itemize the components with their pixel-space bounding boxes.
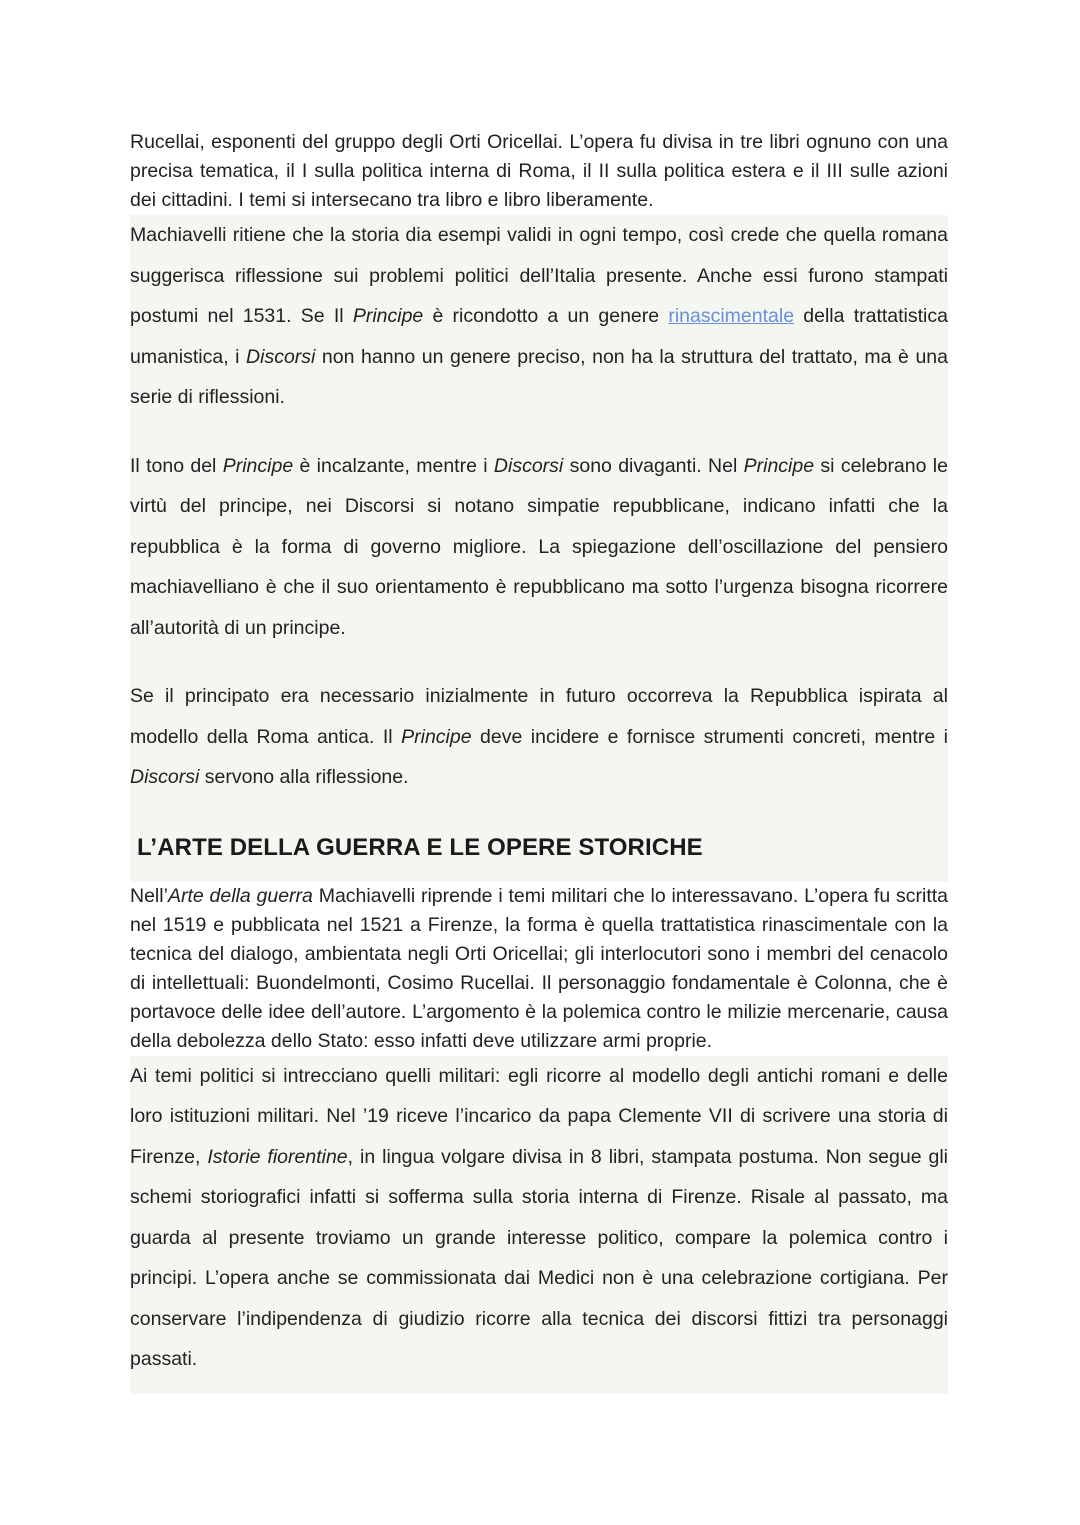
title-istorie-fiorentine: Istorie fiorentine bbox=[207, 1145, 348, 1168]
paragraph-discorsi-history: Machiavelli ritiene che la storia dia esempi validi in ogni tempo, così crede che quella romana suggerisca riflessione sui problemi politici dell’Italia presente. Anche essi furono stampati postumi nel 1531. Se Il Principe è ricondotto a un genere rinascimentale della trattatistica umanistica, i Discorsi non hanno un genere preciso, non ha la struttura del trattato, ma è una serie di riflessioni. bbox=[130, 215, 948, 418]
link-rinascimentale[interactable]: rinascimentale bbox=[668, 305, 795, 327]
section-heading-block bbox=[130, 798, 948, 882]
paragraph-principato: Se il principato era necessario inizialmente in futuro occorreva la Repubblica ispirata al modello della Roma antica. Il Principe deve incidere e fornisce strumenti concreti, mentre i Discorsi servono alla riflessione. bbox=[130, 676, 948, 798]
paragraph-gap bbox=[130, 418, 948, 446]
shading-bottom bbox=[130, 1380, 948, 1394]
paragraph-istorie-fiorentine: Ai temi politici si intrecciano quelli militari: egli ricorre al modello degli antichi romani e delle loro istituzioni militari. Nel ’19 riceve l’incarico da papa Clemente VII di scrivere una storia di Firenze, Istorie fiorentine, in lingua volgare divisa in 8 libri, stampata postuma. Non segue gli schemi storiografici infatti si sofferma sulla storia interna di Firenze. Risale al passato, ma guarda al presente troviamo un grande interesse politico, compare la polemica contro i principi. L’opera anche se commissionata dai Medici non è una celebrazione cortigiana. Per conservare l’indipendenza di giudizio ricorre alla tecnica dei discorsi fittizi tra personaggi passati. bbox=[130, 1056, 948, 1380]
title-arte-della-guerra: Arte della guerra bbox=[167, 884, 313, 907]
title-principe: Principe bbox=[352, 305, 424, 327]
section-heading: L’ARTE DELLA GUERRA E LE OPERE STORICHE bbox=[137, 833, 703, 861]
paragraph-gap bbox=[130, 648, 948, 676]
paragraph-arte-della-guerra: Nell’Arte della guerra Machiavelli riprende i temi militari che lo interessavano. L’opera fu scritta nel 1519 e pubblicata nel 1521 a Firenze, la forma è quella trattatistica rinascimentale con la tecnica del dialogo, ambientata negli Orti Oricellai; gli interlocutori sono i membri del cenacolo di intellettuali: Buondelmonti, Cosimo Rucellai. Il personaggio fondamentale è Colonna, che è portavoce delle idee dell’autore. L’argomento è la polemica contro le milizie mercenarie, causa della debolezza dello Stato: esso infatti deve utilizzare armi proprie. bbox=[130, 884, 948, 1052]
document-page bbox=[130, 128, 948, 1394]
title-discorsi: Discorsi bbox=[246, 345, 316, 368]
paragraph-discorsi-structure: Rucellai, esponenti del gruppo degli Orti Oricellai. L’opera fu divisa in tre libri ognuno con una precisa tematica, il I sulla politica interna di Roma, il II sulla politica estera e il III sulle azioni dei cittadini. I temi si intersecano tra libro e libro liberamente. bbox=[130, 131, 948, 211]
paragraph-tono: Il tono del Principe è incalzante, mentre i Discorsi sono divaganti. Nel Principe si celebrano le virtù del principe, nei Discorsi si notano simpatie repubblicane, indicano infatti che la repubblica è la forma di governo migliore. La spiegazione dell’oscillazione del pensiero machiavelliano è che il suo orientamento è repubblicano ma sotto l’urgenza bisogna ricorrere all’autorità di un principe. bbox=[130, 446, 948, 649]
